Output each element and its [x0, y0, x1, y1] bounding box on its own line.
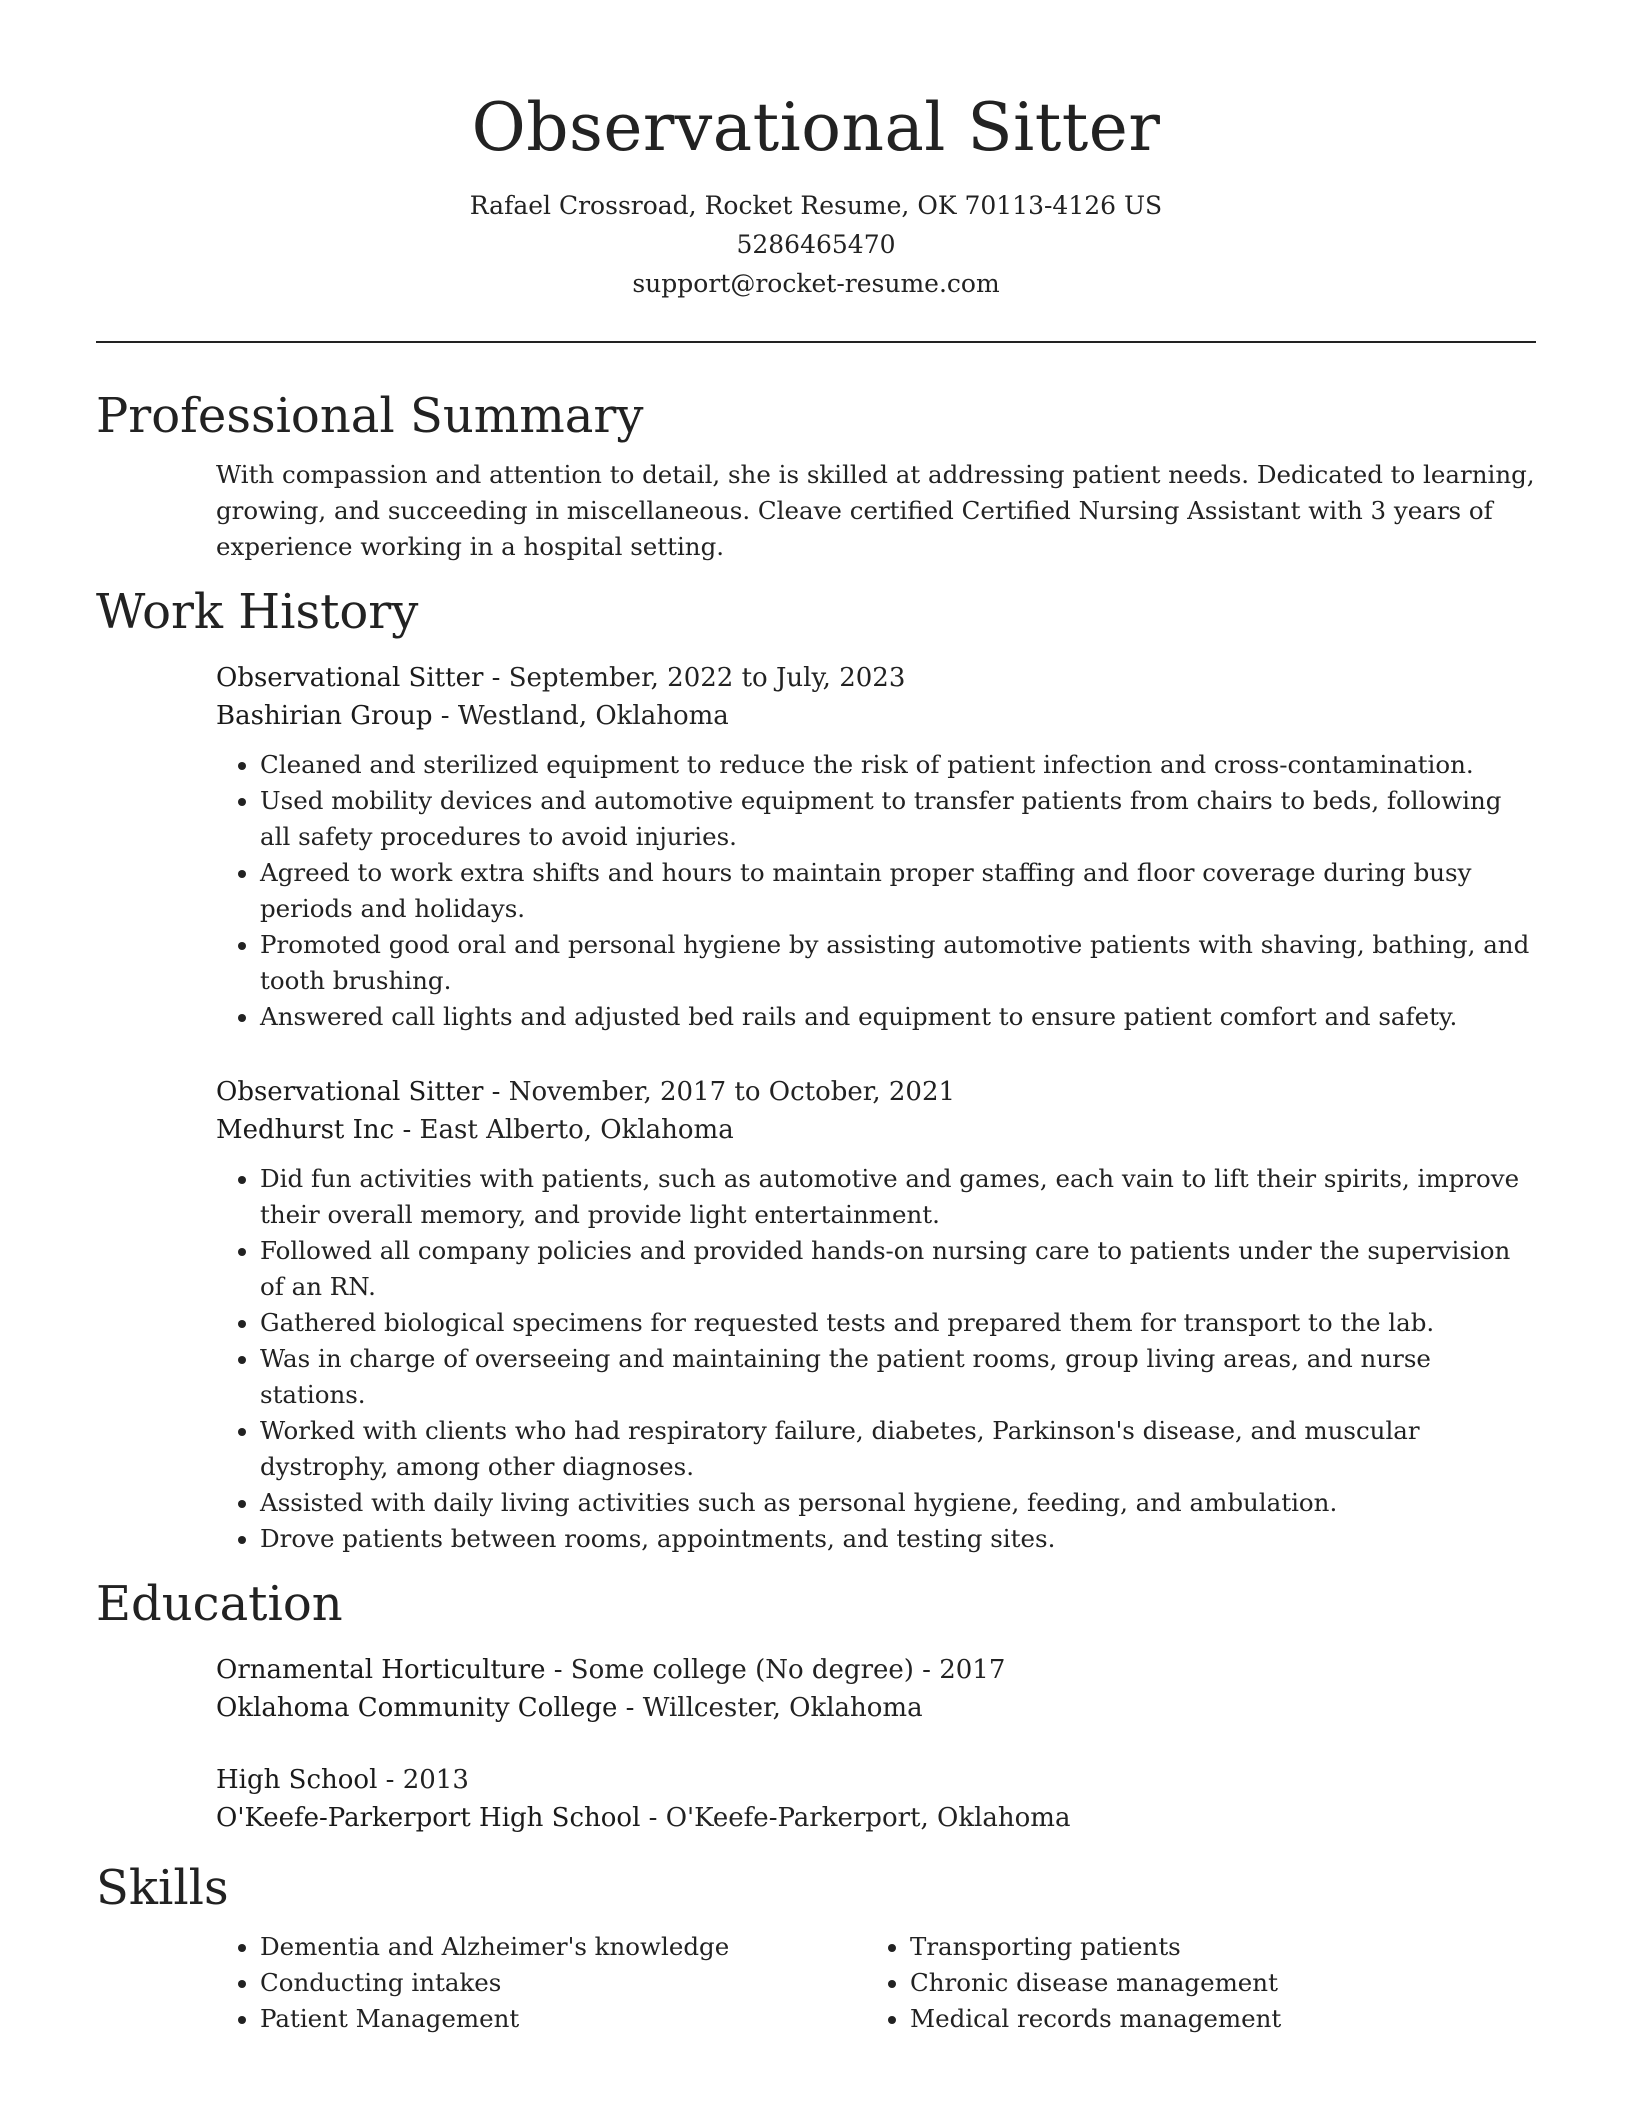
job-role: Observational Sitter: [216, 1077, 484, 1107]
contact-phone: 5286465470: [736, 230, 896, 259]
education-location: - Willcester, Oklahoma: [617, 1693, 923, 1723]
education-detail: - 2013: [377, 1765, 469, 1795]
job-company: Medhurst Inc: [216, 1115, 395, 1145]
education-location: - O'Keefe-Parkerport, Oklahoma: [640, 1803, 1071, 1833]
education-heading: Education: [96, 1576, 343, 1632]
work-history-section: [96, 579, 1536, 1557]
skills-list-right: [866, 1929, 1516, 2037]
education-section: [96, 1571, 1536, 1837]
job-bullet: • Was in charge of overseeing and maintaining the patient rooms, group living areas, and nurse stations.: [260, 1341, 1536, 1413]
job-bullet: • Drove patients between rooms, appointments, and testing sites.: [260, 1521, 1536, 1557]
education-degree-line: [216, 1761, 1536, 1799]
education-detail: - Some college (No degree) - 2017: [545, 1655, 1006, 1685]
summary-text: With compassion and attention to detail, she is skilled at addressing patient needs. Dedicated to learning, growing, and succeeding in miscellaneous. Cleave certified Certified Nursing Assistant with 3 years of experience working in a hospital setting.: [216, 460, 1535, 561]
education-entry: [216, 1761, 1536, 1837]
job-bullet: • Promoted good oral and personal hygiene by assisting automotive patients with shaving, bathing, and tooth brushing.: [260, 927, 1536, 999]
education-degree: High School: [216, 1765, 378, 1795]
job-company-line: [216, 1111, 1536, 1149]
education-school: Oklahoma Community College: [216, 1693, 618, 1723]
professional-summary-section: [96, 383, 1536, 565]
job-bullet: • Worked with clients who had respiratory failure, diabetes, Parkinson's disease, and muscular dystrophy, among other diagnoses.: [260, 1413, 1536, 1485]
skills-heading: Skills: [96, 1860, 229, 1916]
job-bullet: • Agreed to work extra shifts and hours to maintain proper staffing and floor coverage during busy periods and holidays.: [260, 855, 1536, 927]
contact-address: Rafael Crossroad, Rocket Resume, OK 70113-4126 US: [469, 191, 1163, 220]
job-company-line: [216, 697, 1536, 735]
job-location: - East Alberto, Oklahoma: [394, 1115, 734, 1145]
resume-header: [96, 0, 1536, 303]
contact-info: [96, 186, 1536, 303]
skills-columns: [216, 1929, 1536, 2037]
education-school: O'Keefe-Parkerport High School: [216, 1803, 641, 1833]
job-bullet: • Answered call lights and adjusted bed rails and equipment to ensure patient comfort and safety.: [260, 999, 1536, 1035]
skill-item: • Chronic disease management: [910, 1965, 1516, 2001]
skill-item: • Medical records management: [910, 2001, 1516, 2037]
job-location: - Westland, Oklahoma: [432, 701, 729, 731]
job-company: Bashirian Group: [216, 701, 433, 731]
skill-item: • Dementia and Alzheimer's knowledge: [260, 1929, 866, 1965]
job-bullets: [216, 747, 1536, 1035]
job-title-line: [216, 1073, 1536, 1111]
job-dates: - September, 2022 to July, 2023: [483, 663, 906, 693]
education-entry: [216, 1651, 1536, 1727]
job-bullet: • Assisted with daily living activities such as personal hygiene, feeding, and ambulation.: [260, 1485, 1536, 1521]
education-degree-line: [216, 1651, 1536, 1689]
skills-section: [96, 1855, 1536, 2037]
skills-list-left: [216, 1929, 866, 2037]
candidate-name: Observational Sitter: [471, 89, 1161, 166]
job-role: Observational Sitter: [216, 663, 484, 693]
job-dates: - November, 2017 to October, 2021: [483, 1077, 956, 1107]
job-bullet: • Followed all company policies and provided hands-on nursing care to patients under the supervision of an RN.: [260, 1233, 1536, 1305]
work-history-heading: Work History: [96, 584, 419, 640]
summary-heading: Professional Summary: [96, 388, 644, 444]
job-bullet: • Gathered biological specimens for requested tests and prepared them for transport to the lab.: [260, 1305, 1536, 1341]
header-divider: [96, 341, 1536, 343]
education-school-line: [216, 1799, 1536, 1837]
skill-item: • Patient Management: [260, 2001, 866, 2037]
job-bullet: • Used mobility devices and automotive equipment to transfer patients from chairs to beds, following all safety procedures to avoid injuries.: [260, 783, 1536, 855]
job-entry: [216, 1073, 1536, 1557]
job-bullet: • Did fun activities with patients, such as automotive and games, each vain to lift their spirits, improve their overall memory, and provide light entertainment.: [260, 1161, 1536, 1233]
skill-item: • Transporting patients: [910, 1929, 1516, 1965]
education-degree: Ornamental Horticulture: [216, 1655, 546, 1685]
job-bullets: [216, 1161, 1536, 1557]
education-school-line: [216, 1689, 1536, 1727]
job-entry: [216, 659, 1536, 1035]
skill-item: • Conducting intakes: [260, 1965, 866, 2001]
contact-email: support@rocket-resume.com: [632, 269, 1000, 298]
job-bullet: • Cleaned and sterilized equipment to reduce the risk of patient infection and cross-contamination.: [260, 747, 1536, 783]
job-title-line: [216, 659, 1536, 697]
